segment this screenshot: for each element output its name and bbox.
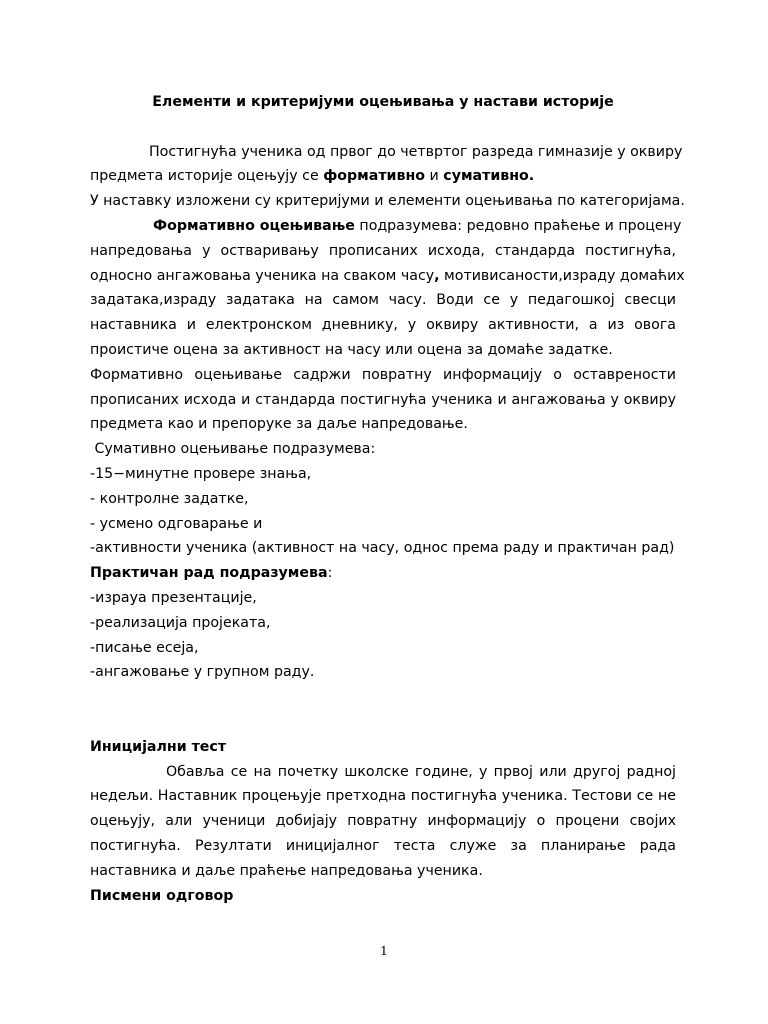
formative-p2-line-1: Формативно оцењивање садржи повратну информацију о оставрености	[90, 366, 676, 383]
formative-line-5: наставника и електронском дневнику, у оквиру активности, а из овога	[90, 317, 676, 334]
formative-text: мотивисаности,израду домаћих	[439, 267, 685, 284]
summative-item: -15−минутне провере знања,	[90, 465, 312, 482]
intro-text: предмета историје оцењују се	[90, 168, 324, 185]
document-title: Елементи и критеријуми оцењивања у настави историје	[152, 94, 614, 110]
formative-line-1	[90, 214, 682, 239]
formative-comma: ,	[434, 267, 440, 284]
practical-item: -писање есеја,	[90, 639, 199, 656]
intro-line-2	[90, 164, 676, 189]
summative-item: -активности ученика (активност на часу, однос према раду и практичан рад)	[90, 540, 675, 557]
practical-item: -ангажовање у групном раду.	[90, 664, 315, 681]
initial-test-heading: Иницијални тест	[90, 738, 227, 755]
intro-line-1	[90, 140, 683, 165]
formative-text: подразумева: редовно праћење и процену	[354, 217, 682, 234]
initial-test-line-2: недељи. Наставник процењује претходна постигнућа ученика. Тестови се не	[90, 788, 676, 805]
initial-test-line-1	[90, 760, 676, 785]
initial-test-line-3: оцењују, али ученици добијају повратну информацију о процени својих	[90, 813, 676, 830]
initial-test-text: Обавља се на почетку школске године, у првој или другој радној	[166, 763, 676, 780]
page-number: 1	[380, 944, 388, 958]
formative-line-3	[90, 264, 685, 289]
term-summative: сумативно.	[443, 168, 535, 185]
formative-line-2: напредовања у остваривању прописаних исхода, стандарда постигнућа,	[90, 242, 676, 259]
formative-p2-line-3: предмета као и препоруке за даље напредовање.	[90, 416, 468, 433]
written-answer-heading-line	[90, 884, 676, 909]
intro-line-3: У наставку изложени су критеријуми и елементи оцењивања по категоријама.	[90, 193, 685, 210]
formative-heading: Формативно оцењивање	[153, 217, 355, 234]
summative-item: - усмено одговарање и	[90, 515, 263, 532]
initial-test-line-4: постигнућа. Резултати иницијалног теста служе за планирање рада	[90, 837, 676, 854]
practical-heading: Практичан рад подразумева	[90, 565, 328, 582]
summative-intro: Сумативно оцењивање подразумева:	[90, 441, 376, 458]
written-answer-heading: Писмени одговор	[90, 887, 234, 904]
document-body	[90, 90, 685, 908]
practical-heading-line	[90, 561, 676, 586]
intro-text: и	[425, 168, 444, 185]
initial-test-heading-line	[90, 735, 676, 760]
summative-item: - контролне задатке,	[90, 490, 249, 507]
formative-line-4: задатака,израду задатака на самом часу. Води се у педагошкој свесци	[90, 292, 676, 309]
formative-text: односно ангажовања ученика на сваком часу	[90, 267, 435, 284]
intro-text: Постигнућа ученика од првог до четвртог разреда гимназије у оквиру	[149, 143, 683, 160]
term-formative: формативно	[323, 168, 426, 185]
practical-colon: :	[327, 565, 333, 582]
practical-item: -реализација пројеката,	[90, 614, 271, 631]
formative-p2-line-2: прописаних исхода и стандарда постигнућа ученика и ангажовања у оквиру	[90, 391, 676, 408]
initial-test-line-5: наставника и даље праћење напредовања ученика.	[90, 862, 483, 879]
practical-item: -израуа презентације,	[90, 589, 257, 606]
formative-line-6: проистиче оцена за активност на часу или оцена за домаће задатке.	[90, 341, 613, 358]
